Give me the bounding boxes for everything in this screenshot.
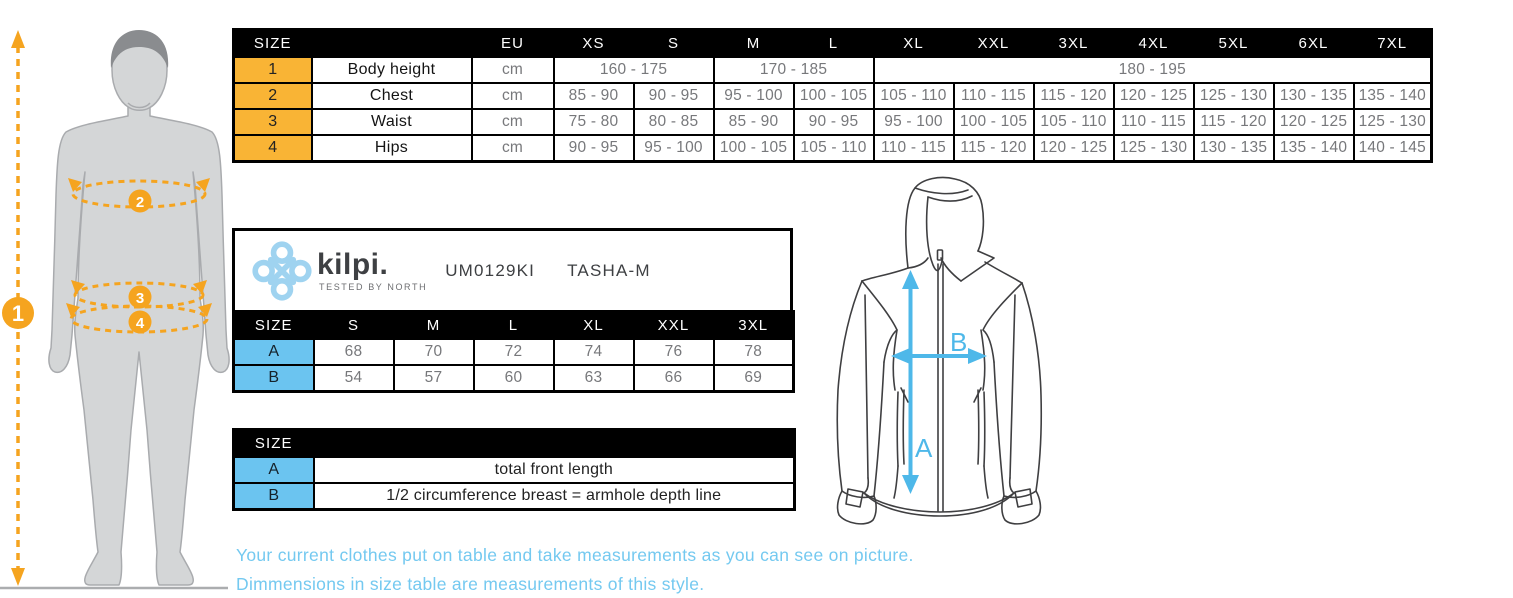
dimension-value-cell: 72 [474, 339, 554, 365]
main-table-header-cell: 4XL [1114, 30, 1194, 58]
dimension-description-cell: 1/2 circumference breast = armhole depth line [314, 483, 795, 510]
main-table-header-cell: 6XL [1274, 30, 1354, 58]
dimension-key-cell: A [234, 339, 314, 365]
range-cell: 100 - 105 [714, 135, 794, 162]
unit-cell: cm [472, 135, 554, 162]
dimension-value-cell: 70 [394, 339, 474, 365]
row-number-cell: 4 [234, 135, 312, 162]
range-cell: 85 - 90 [714, 109, 794, 135]
main-size-table [232, 28, 1433, 163]
legend-row [234, 457, 795, 483]
main-table-header-cell: EU [472, 30, 554, 58]
range-cell: 160 - 175 [554, 57, 714, 83]
svg-text:2: 2 [135, 194, 145, 211]
dimension-key-cell: A [234, 457, 314, 483]
product-table-header-row [234, 312, 794, 340]
main-table-header-cell: XS [554, 30, 634, 58]
range-cell: 115 - 120 [1194, 109, 1274, 135]
measure-label-cell: Body height [312, 57, 472, 83]
main-table-header-cell: 3XL [1034, 30, 1114, 58]
dimension-value-cell: 78 [714, 339, 794, 365]
range-cell: 110 - 115 [954, 83, 1034, 109]
legend-header-cell [314, 430, 795, 458]
range-cell: 135 - 140 [1354, 83, 1432, 109]
range-cell: 135 - 140 [1274, 135, 1354, 162]
unit-cell: cm [472, 57, 554, 83]
range-cell: 90 - 95 [634, 83, 714, 109]
dimension-value-cell: 63 [554, 365, 634, 392]
main-table-row [234, 83, 1432, 109]
range-cell: 105 - 110 [794, 135, 874, 162]
range-cell: 125 - 130 [1194, 83, 1274, 109]
measure-label-cell: Hips [312, 135, 472, 162]
legend-header-row [234, 430, 795, 458]
dimension-value-cell: 66 [634, 365, 714, 392]
kilpi-logo-icon [251, 240, 313, 302]
unit-cell: cm [472, 109, 554, 135]
main-table-header-cell: XXL [954, 30, 1034, 58]
arrow-down-icon [902, 475, 919, 494]
range-cell: 100 - 105 [954, 109, 1034, 135]
main-table-header-cell: L [794, 30, 874, 58]
range-cell: 140 - 145 [1354, 135, 1432, 162]
range-cell: 115 - 120 [954, 135, 1034, 162]
range-cell: 110 - 115 [874, 135, 954, 162]
svg-text:4: 4 [135, 315, 145, 332]
product-table-header-cell: XL [554, 312, 634, 340]
range-cell: 130 - 135 [1194, 135, 1274, 162]
range-cell: 180 - 195 [874, 57, 1432, 83]
main-table-header-cell: S [634, 30, 714, 58]
row-number-cell: 1 [234, 57, 312, 83]
jacket-label-B: B [950, 327, 968, 357]
product-table-row [234, 365, 794, 392]
range-cell: 90 - 95 [794, 109, 874, 135]
dimension-key-cell: B [234, 365, 314, 392]
brand-block [317, 247, 428, 292]
dimension-value-cell: 54 [314, 365, 394, 392]
jacket-outline [837, 177, 1041, 523]
main-table-header-cell: 5XL [1194, 30, 1274, 58]
dimension-key-cell: B [234, 483, 314, 510]
product-table-header-cell: SIZE [234, 312, 314, 340]
range-cell: 120 - 125 [1034, 135, 1114, 162]
note-line-1: Your current clothes put on table and take measurements as you can see on picture. [236, 545, 914, 565]
brand-name: kilpi. [317, 247, 389, 281]
arrow-down-icon [11, 568, 25, 586]
jacket-measure-diagram [828, 165, 1078, 540]
product-table-row [234, 339, 794, 365]
measure-label-cell: Waist [312, 109, 472, 135]
product-name: TASHA-M [567, 260, 651, 280]
range-cell: 105 - 110 [1034, 109, 1114, 135]
brand-header [232, 228, 793, 310]
product-code: UM0129KI [445, 260, 536, 280]
note-line-2: Dimmensions in size table are measurements of this style. [236, 573, 705, 594]
badge-3 [129, 286, 152, 309]
main-table-header-cell: XL [874, 30, 954, 58]
product-table-header-cell: M [394, 312, 474, 340]
range-cell: 95 - 100 [714, 83, 794, 109]
range-cell: 115 - 120 [1034, 83, 1114, 109]
arrow-up-icon [902, 270, 919, 289]
range-cell: 75 - 80 [554, 109, 634, 135]
main-table-header-cell [312, 30, 472, 58]
product-panel [232, 228, 793, 393]
product-table-header-cell: 3XL [714, 312, 794, 340]
measure-legend-table [232, 428, 796, 511]
svg-text:3: 3 [135, 290, 145, 307]
measure-label-cell: Chest [312, 83, 472, 109]
badge-4 [129, 311, 152, 334]
range-cell: 95 - 100 [634, 135, 714, 162]
jacket-label-A: A [915, 433, 933, 463]
range-cell: 95 - 100 [874, 109, 954, 135]
unit-cell: cm [472, 83, 554, 109]
range-cell: 130 - 135 [1274, 83, 1354, 109]
width-arrow-B [891, 348, 987, 364]
row-number-cell: 3 [234, 109, 312, 135]
body-measurement-figure [0, 0, 240, 598]
svg-text:1: 1 [11, 301, 25, 326]
range-cell: 110 - 115 [1114, 109, 1194, 135]
main-table-row [234, 109, 1432, 135]
range-cell: 80 - 85 [634, 109, 714, 135]
product-table-header-cell: XXL [634, 312, 714, 340]
badge-2 [129, 190, 152, 213]
dimension-value-cell: 57 [394, 365, 474, 392]
main-table-header-cell: 7XL [1354, 30, 1432, 58]
range-cell: 170 - 185 [714, 57, 874, 83]
dimension-description-cell: total front length [314, 457, 795, 483]
legend-header-cell: SIZE [234, 430, 314, 458]
main-table-header-cell: M [714, 30, 794, 58]
brand-tagline: TESTED BY NORTH [319, 281, 428, 292]
main-table-row [234, 57, 1432, 83]
badge-1 [2, 297, 34, 329]
dimension-value-cell: 68 [314, 339, 394, 365]
range-cell: 105 - 110 [874, 83, 954, 109]
range-cell: 100 - 105 [794, 83, 874, 109]
range-cell: 85 - 90 [554, 83, 634, 109]
dimension-value-cell: 60 [474, 365, 554, 392]
body-shape [49, 100, 229, 585]
product-table-header-cell: S [314, 312, 394, 340]
main-table-header-cell: SIZE [234, 30, 312, 58]
main-table-header-row [234, 30, 1432, 58]
measurement-notes [236, 541, 914, 598]
range-cell: 125 - 130 [1354, 109, 1432, 135]
arrow-up-icon [11, 30, 25, 48]
product-table-header-cell: L [474, 312, 554, 340]
dimension-value-cell: 76 [634, 339, 714, 365]
range-cell: 120 - 125 [1114, 83, 1194, 109]
range-cell: 120 - 125 [1274, 109, 1354, 135]
range-cell: 90 - 95 [554, 135, 634, 162]
range-cell: 125 - 130 [1114, 135, 1194, 162]
legend-row [234, 483, 795, 510]
dimension-value-cell: 74 [554, 339, 634, 365]
row-number-cell: 2 [234, 83, 312, 109]
main-table-row [234, 135, 1432, 162]
product-size-table [232, 310, 795, 393]
dimension-value-cell: 69 [714, 365, 794, 392]
